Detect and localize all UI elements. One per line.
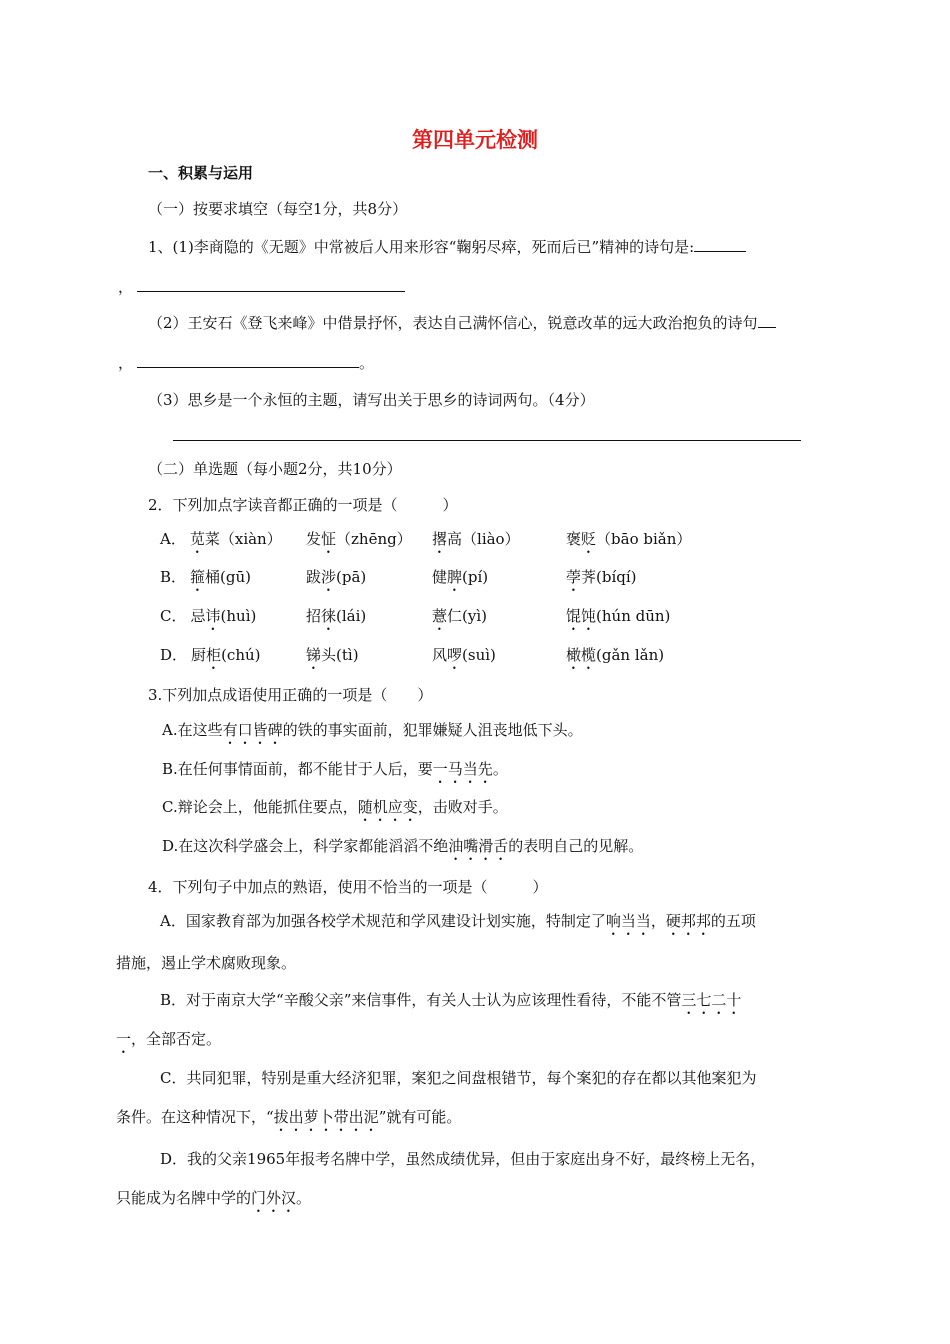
question-2-option-item — [306, 606, 366, 634]
comma-text: ， — [118, 278, 134, 296]
option-text: B.在任何事情面前，都不能甘于人后，要 — [162, 760, 433, 778]
dotted-character: 馄饨 — [566, 607, 597, 625]
question-1-1-cont — [118, 277, 405, 297]
question-2-option-item — [566, 567, 637, 595]
dotted-phrase: 一 — [116, 1030, 132, 1048]
dotted-phrase: 一马当先 — [432, 760, 493, 778]
option-text: 仁(yì) — [447, 607, 487, 625]
option-text: 忌 — [190, 607, 206, 625]
question-2-option-item — [160, 529, 282, 557]
dotted-phrase: 门外汉 — [251, 1189, 297, 1207]
option-label[interactable]: D． — [160, 646, 188, 664]
question-1-1-text: 1、(1)李商隐的《无题》中常被后人用来形容“鞠躬尽瘁，死而后已”精神的诗句是: — [148, 238, 695, 256]
dotted-character: 徕 — [321, 607, 337, 625]
question-2-option-item — [160, 645, 261, 673]
option-text: 发 — [306, 530, 322, 548]
question-2-option-item — [566, 606, 670, 634]
option-text: (chú) — [221, 646, 261, 664]
option-text: 跋 — [306, 568, 322, 586]
dotted-phrase: 随机应变 — [357, 798, 418, 816]
option-text: 厨 — [191, 646, 207, 664]
dotted-character: 荸 — [566, 568, 582, 586]
question-2-option-item — [432, 645, 496, 673]
option-text: A.在这些 — [162, 721, 223, 739]
question-3-option[interactable] — [162, 720, 583, 748]
option-text: 的五项 — [710, 912, 756, 930]
option-text: 褒 — [566, 530, 582, 548]
question-2-stem: 2．下列加点字读音都正确的一项是（ ） — [148, 496, 458, 514]
option-text: 菜（xiàn） — [204, 530, 282, 548]
option-text: (pí) — [462, 568, 489, 586]
option-label[interactable]: A． — [160, 530, 186, 548]
part1-heading: （一）按要求填空（每空1分，共8分） — [148, 200, 408, 218]
dotted-character: 啰 — [447, 646, 463, 664]
period-text: 。 — [359, 354, 375, 372]
answer-line[interactable] — [173, 440, 801, 441]
option-text: （zhēng） — [336, 530, 412, 548]
question-4-option-a-line1 — [160, 911, 756, 939]
option-text: (huì) — [220, 607, 257, 625]
dotted-character: 柜 — [206, 646, 222, 664]
question-4-option-b-line1 — [160, 990, 741, 1018]
option-text: 招 — [306, 607, 322, 625]
option-text: ”就有可能。 — [378, 1108, 462, 1126]
option-text: D.在这次科学盛会上，科学家都能滔滔不绝 — [162, 837, 449, 855]
question-2-option-item — [432, 529, 520, 557]
option-text: B．对于南京大学“辛酸父亲”来信事件，有关人士认为应该理性看待，不能不管 — [160, 991, 682, 1009]
option-text: 风 — [432, 646, 448, 664]
part2-heading: （二）单选题（每小题2分，共10分） — [148, 460, 402, 478]
dotted-character: 怔 — [321, 530, 337, 548]
option-text: 头(tì) — [321, 646, 359, 664]
question-1-2-text: （2）王安石《登飞来峰》中借景抒怀，表达自己满怀信心，锐意改革的远大政治抱负的诗句 — [148, 314, 758, 332]
question-4-option-d-line1: D．我的父亲1965年报考名牌中学，虽然成绩优异，但由于家庭出身不好，最终榜上无名， — [160, 1150, 766, 1168]
option-label[interactable]: B． — [160, 568, 187, 586]
option-text: 条件。在这种情况下，“ — [116, 1108, 274, 1126]
question-2-option-item — [160, 606, 256, 634]
option-text: ， — [650, 912, 666, 930]
question-4-option-c-line1: C．共同犯罪，特别是重大经济犯罪，案犯之间盘根错节，每个案犯的存在都以其他案犯为 — [160, 1069, 757, 1087]
dotted-character: 贬 — [581, 530, 597, 548]
option-text: (suì) — [462, 646, 496, 664]
question-2-option-item — [306, 567, 366, 595]
option-text: A．国家教育部为加强各校学术规范和学风建设计划实施，特制定了 — [160, 912, 606, 930]
dotted-character: 箍 — [190, 568, 206, 586]
question-3-option[interactable] — [162, 797, 508, 825]
section-heading: 一、积累与运用 — [148, 164, 254, 182]
question-2-option-item — [306, 529, 412, 557]
question-4-option-c-line2 — [116, 1107, 461, 1135]
page-title: 第四单元检测 — [412, 128, 538, 152]
question-2-option-item — [566, 529, 691, 557]
option-text: ，击败对手。 — [417, 798, 508, 816]
option-text: (lái) — [336, 607, 367, 625]
option-text: 高（liào） — [447, 530, 520, 548]
question-1-2 — [148, 313, 776, 333]
option-label[interactable]: C． — [160, 607, 187, 625]
question-2-option-item — [306, 645, 359, 673]
option-text: C.辩论会上，他能抓住要点， — [162, 798, 358, 816]
option-text: (pā) — [336, 568, 367, 586]
answer-blank[interactable] — [758, 313, 776, 328]
option-text: 。 — [296, 1189, 312, 1207]
answer-blank[interactable] — [137, 277, 405, 292]
option-text: 健 — [432, 568, 448, 586]
answer-blank[interactable] — [694, 237, 746, 252]
question-3-option[interactable] — [162, 836, 643, 864]
option-text: 桶(gū) — [205, 568, 252, 586]
question-4-option-a-line2: 措施，遏止学术腐败现象。 — [116, 954, 297, 972]
comma-text: ， — [118, 354, 134, 372]
option-text: (gǎn lǎn) — [596, 646, 665, 664]
question-2-option-item — [566, 645, 664, 673]
option-text: 的铁的事实面前，犯罪嫌疑人沮丧地低下头。 — [282, 721, 583, 739]
option-text: 荠(bíqí) — [581, 568, 637, 586]
answer-blank[interactable] — [137, 353, 359, 368]
question-2-option-item — [160, 567, 251, 595]
dotted-phrase: 拔出萝卜带出泥 — [273, 1108, 379, 1126]
dotted-phrase: 硬邦邦 — [665, 912, 711, 930]
dotted-phrase: 三七二十 — [681, 991, 742, 1009]
dotted-phrase: 响当当 — [605, 912, 651, 930]
option-text: ，全部否定。 — [131, 1030, 222, 1048]
dotted-character: 脾 — [447, 568, 463, 586]
option-text: （bāo biǎn） — [596, 530, 692, 548]
question-1-2-cont — [118, 353, 374, 373]
question-2-option-item — [432, 606, 487, 634]
question-1-3: （3）思乡是一个永恒的主题，请写出关于思乡的诗词两句。（4分） — [148, 391, 595, 409]
question-4-option-d-line2 — [116, 1188, 311, 1216]
option-text: (hún dūn) — [596, 607, 671, 625]
dotted-character: 薏 — [432, 607, 448, 625]
dotted-character: 讳 — [205, 607, 221, 625]
option-text: 只能成为名牌中学的 — [116, 1189, 252, 1207]
dotted-character: 撂 — [432, 530, 448, 548]
question-4-option-b-line2 — [116, 1029, 221, 1057]
question-2-option-item — [432, 567, 488, 595]
question-1-1 — [148, 237, 746, 257]
dotted-phrase: 油嘴滑舌 — [448, 837, 509, 855]
dotted-character: 苋 — [189, 530, 205, 548]
question-3-stem: 3.下列加点成语使用正确的一项是（ ） — [148, 686, 433, 704]
question-4-stem: 4．下列句子中加点的熟语，使用不恰当的一项是（ ） — [148, 878, 548, 896]
dotted-character: 锑 — [306, 646, 322, 664]
dotted-character: 涉 — [321, 568, 337, 586]
question-3-option[interactable] — [162, 759, 508, 787]
option-text: 。 — [492, 760, 508, 778]
option-text: 的表明自己的见解。 — [508, 837, 644, 855]
dotted-character: 橄榄 — [566, 646, 597, 664]
dotted-phrase: 有口皆碑 — [222, 721, 283, 739]
